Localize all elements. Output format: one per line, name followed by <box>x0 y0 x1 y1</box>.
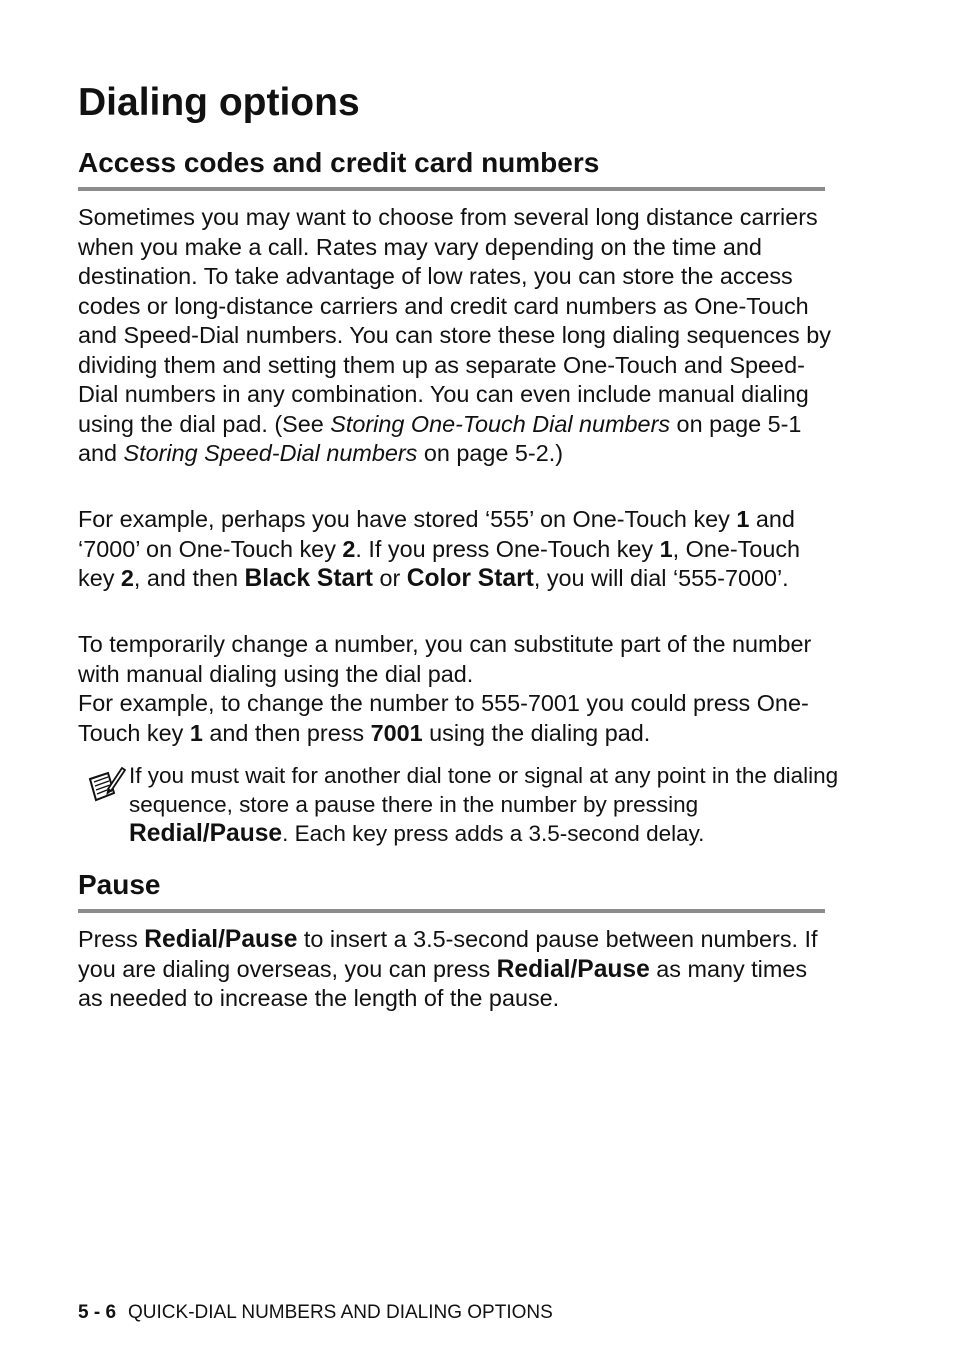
note-pencil-icon <box>84 765 126 807</box>
key-label-redial-pause: Redial/Pause <box>496 955 650 983</box>
page-footer <box>78 1302 553 1324</box>
section-heading-pause: Pause <box>78 869 161 900</box>
key-label-redial-pause: Redial/Pause <box>129 820 283 847</box>
paragraph-temporary-change: To temporarily change a number, you can substitute part of the number with manual dialing using the dial pad. For example, to change the number to 555-7001 you could press One-Touch key 1 and then press 7001 using the dialing pad. <box>78 631 812 746</box>
paragraph-example-stored: For example, perhaps you have stored ‘555’ on One-Touch key 1 and ‘7000’ on One-Touch key 2. If you press One-Touch key 1, One-Touch key 2, and then Black Start or Color Start, you will dial ‘555-7000’. <box>78 506 801 592</box>
key-label: 2 <box>342 535 356 562</box>
key-label: 1 <box>659 535 673 562</box>
paragraph-access-codes-intro: Sometimes you may want to choose from several long distance carriers when you make a call. Rates may vary depending on the time and destination. To take advantage of low rates, you can store the access codes or long-distance carriers and credit card numbers as One-Touch and Speed-Dial numbers. You can store these long dialing sequences by dividing them and setting them up as separate One-Touch and Speed-Dial numbers in any combination. You can even include manual dialing using the dial pad. (See Storing One-Touch Dial numbers on page 5-1 and Storing Speed-Dial numbers on page 5-2.) <box>78 204 831 466</box>
page-title: Dialing options <box>78 81 360 124</box>
page-number: 5 - 6 <box>78 1302 117 1323</box>
reference-speed-dial: Storing Speed-Dial numbers <box>123 440 418 466</box>
section-divider <box>78 187 825 191</box>
key-label-redial-pause: Redial/Pause <box>144 926 298 953</box>
key-label: 1 <box>189 719 203 746</box>
section-divider <box>78 909 825 913</box>
note-pause-tip: If you must wait for another dial tone or signal at any point in the dialing sequence, store a pause there in the number by pressing Redial/Pause. Each key press adds a 3.5-second delay. <box>129 763 839 847</box>
paragraph-pause: Press Redial/Pause to insert a 3.5-second pause between numbers. If you are dialing overseas, you can press Redial/Pause as many times as needed to increase the length of the pause. <box>78 926 818 1011</box>
button-label-color-start: Color Start <box>406 565 534 592</box>
key-label: 1 <box>736 506 750 532</box>
reference-one-touch: Storing One-Touch Dial numbers <box>330 410 671 437</box>
key-label: 7001 <box>370 719 423 746</box>
section-heading-access-codes: Access codes and credit card numbers <box>78 147 600 178</box>
button-label-black-start: Black Start <box>244 565 373 592</box>
key-label: 2 <box>120 565 134 591</box>
chapter-title: QUICK-DIAL NUMBERS AND DIALING OPTIONS <box>128 1302 553 1323</box>
